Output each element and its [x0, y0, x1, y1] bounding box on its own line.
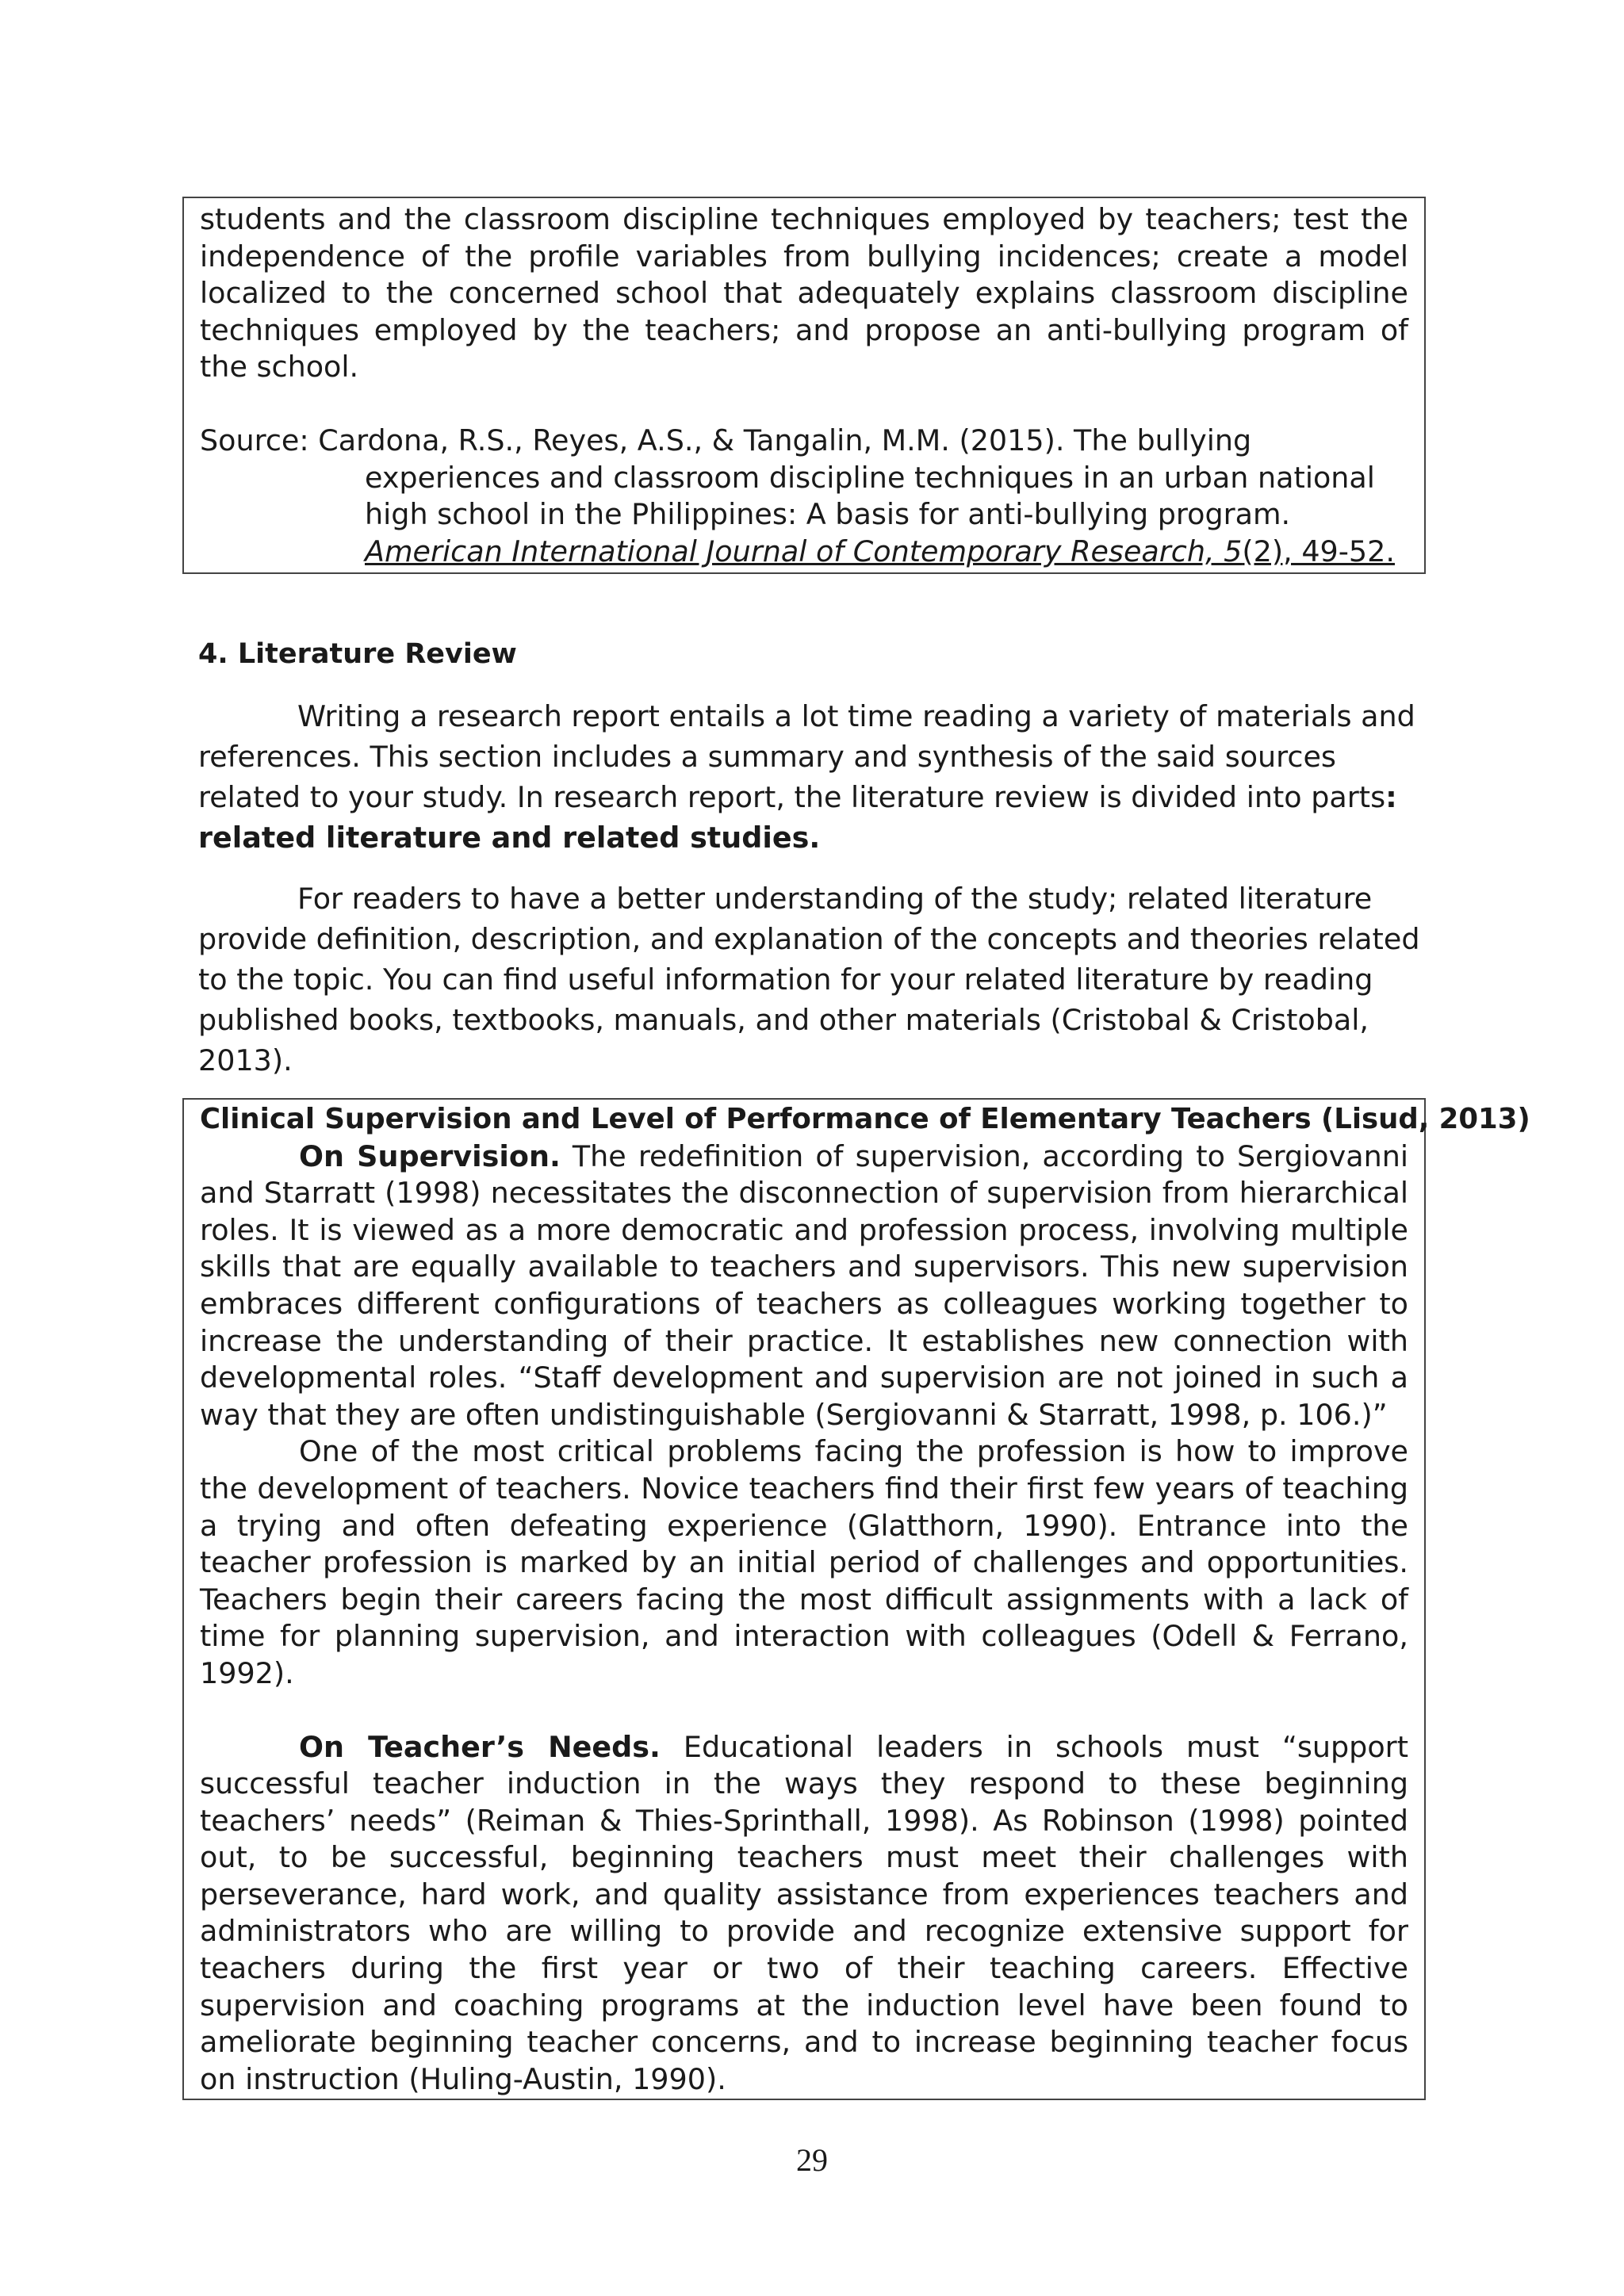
excerpt-title: Clinical Supervision and Level of Performance of Elementary Teachers (Lisud, 2013) [200, 1103, 1530, 1135]
excerpt-paragraph: students and the classroom discipline techniques employed by teachers; test the independence of the profile variables from bullying incidences; create a model localized to the concerned school that adequately explains classroom discipline techniques employed by the teachers; and propose an anti-bullying program of the school. [200, 202, 1408, 385]
excerpt-box-clinical-supervision [182, 1098, 1530, 2100]
source-line-3: high school in the Philippines: A basis for anti-bullying program. [365, 497, 1291, 532]
supervision-text: The redefinition of supervision, according to Sergiovanni and Starratt (1998) necessitates the disconnection of supervision from hierarchical roles. It is viewed as a more democratic and profession process, involving multiple skills that are equally available to teachers and supervisors. This new supervision embraces different configurations of teachers as colleagues working together to increase the understanding of their practice. It establishes new connection with developmental roles. “Staff development and supervision are not joined in such a way that they are often undistinguishable (Sergiovanni & Starratt, 1998, p. 106.)” [200, 1138, 1408, 1432]
critical-problems-text: One of the most critical problems facing the profession is how to improve the development of teachers. Novice teachers find their first few years of teaching a trying and often defeating experience (Glatthorn, 1990). Entrance into the teacher profession is marked by an initial period of challenges and opportunities. Teachers begin their careers facing the most difficult assignments with a lack of time for planning supervision, and interaction with colleagues (Odell & Ferrano, 1992). [200, 1434, 1408, 1690]
paragraph-1-bold: : related literature and related studies. [198, 780, 1397, 855]
source-tail: (2), 49-52. [1242, 534, 1395, 568]
source-line-4 [200, 534, 1408, 571]
source-journal: American International Journal of Contemporary Research, 5 [365, 534, 1243, 568]
source-line-2: experiences and classroom discipline techniques in an urban national [365, 460, 1375, 495]
page-number: 29 [796, 2142, 828, 2178]
excerpt-box-bullying-study [182, 197, 1426, 574]
excerpt-paragraph-critical-problems [200, 1433, 1408, 1692]
excerpt-paragraph-teacher-needs [200, 1729, 1408, 2099]
excerpt-paragraph-supervision [200, 1138, 1408, 1434]
literature-review-paragraph-1 [198, 696, 1426, 858]
teacher-needs-text: Educational leaders in schools must “support successful teacher induction in the ways they respond to these beginning teachers’ needs” (Reiman & Thies-Sprinthall, 1998). As Robinson (1998) pointed out, to be successful, beginning teachers must meet their challenges with perseverance, hard work, and quality assistance from experiences teachers and administrators who are willing to provide and recognize extensive support for teachers during the first year or two of their teaching careers. Effective supervision and coaching programs at the induction level have been found to ameliorate beginning teacher concerns, and to increase beginning teacher focus on instruction (Huling-Austin, 1990). [200, 1729, 1409, 2096]
literature-review-paragraph-2 [198, 878, 1426, 1081]
paragraph-1-text: Writing a research report entails a lot time reading a variety of materials and references. This section includes a summary and synthesis of the said sources related to your study. In research report, the literature review is divided into parts [198, 699, 1415, 814]
source-citation [200, 423, 1408, 570]
source-line-1: Source: Cardona, R.S., Reyes, A.S., & Tangalin, M.M. (2015). The bullying [200, 423, 1252, 457]
section-heading: 4. Literature Review [198, 638, 517, 670]
teacher-needs-lead: On Teacher’s Needs. [299, 1729, 661, 1764]
supervision-lead: On Supervision. [299, 1138, 561, 1173]
paragraph-2-text: For readers to have a better understanding of the study; related literature provide definition, description, and explanation of the concepts and theories related to the topic. You can find useful information for your related literature by reading published books, textbooks, manuals, and other materials (Cristobal & Cristobal, 2013). [198, 882, 1420, 1077]
